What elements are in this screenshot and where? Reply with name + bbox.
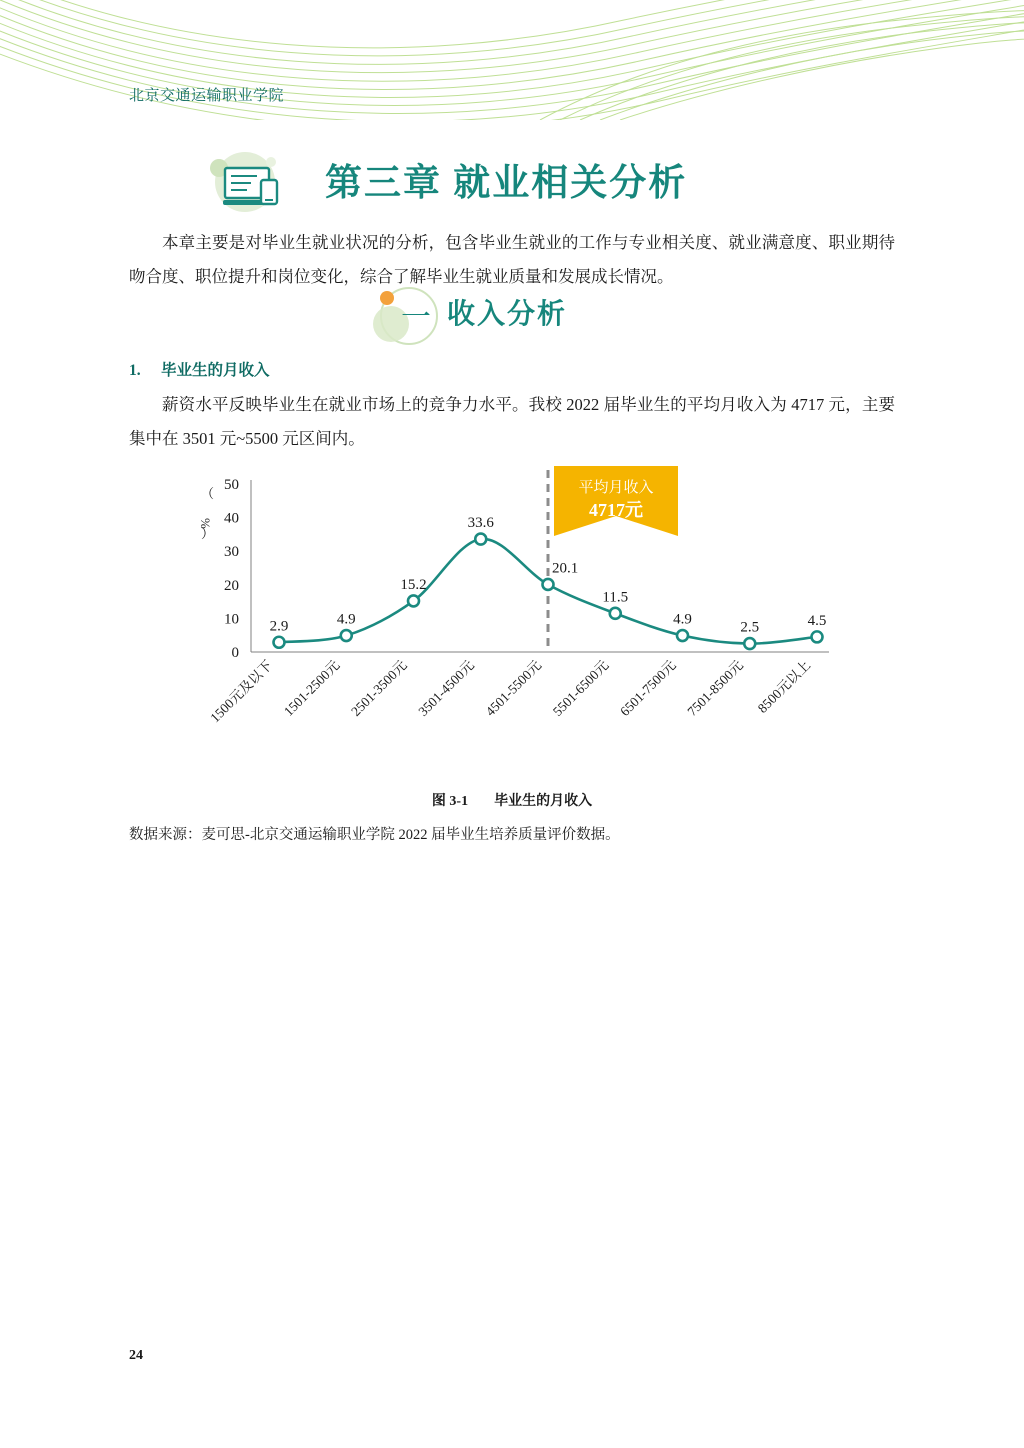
svg-text:15.2: 15.2 [400,576,427,593]
svg-text:平均月收入: 平均月收入 [578,480,654,496]
chapter-header [129,150,895,216]
svg-text:30: 30 [224,544,239,561]
svg-text:40: 40 [224,510,239,527]
svg-text:33.6: 33.6 [467,515,494,532]
section-number: 一 [401,301,431,334]
svg-text:0: 0 [231,645,239,661]
figure-number: 图 3-1 [431,794,469,809]
svg-text:7501-8500元: 7501-8500元 [684,657,746,720]
svg-text:（: （ [201,486,215,501]
chapter-title: 第三章 就业相关分析 [325,163,688,204]
svg-text:10: 10 [224,611,239,628]
svg-text:20.1: 20.1 [552,560,579,577]
monthly-income-chart [129,462,895,772]
institution-name: 北京交通运输职业学院 [129,88,285,104]
svg-text:5501-6500元: 5501-6500元 [549,657,612,720]
subsection-title: 毕业生的月收入 [161,362,270,379]
data-source-note: 数据来源：麦可思-北京交通运输职业学院 2022 届毕业生培养质量评价数据。 [129,827,620,843]
svg-text:）: ） [201,526,215,541]
svg-text:1500元及以下: 1500元及以下 [207,657,276,726]
svg-text:2.9: 2.9 [269,618,289,635]
svg-text:4717元: 4717元 [589,500,643,520]
svg-text:1501-2500元: 1501-2500元 [280,657,343,720]
svg-text:3501-4500元: 3501-4500元 [415,657,477,720]
svg-text:2.5: 2.5 [740,619,760,636]
svg-text:8500元以上: 8500元以上 [754,657,814,716]
page-number: 24 [129,1348,143,1363]
svg-text:4.9: 4.9 [673,611,692,628]
svg-text:11.5: 11.5 [602,589,629,606]
svg-text:50: 50 [224,477,239,493]
svg-text:4.9: 4.9 [336,611,356,628]
svg-text:%: % [198,518,213,529]
svg-text:4501-5500元: 4501-5500元 [482,657,545,720]
svg-text:2501-3500元: 2501-3500元 [348,657,410,720]
svg-text:6501-7500元: 6501-7500元 [617,657,679,720]
subsection-index: 1. [129,362,141,379]
subsection-paragraph: 薪资水平反映毕业生在就业市场上的竞争力水平。我校 2022 届毕业生的平均月收入为 4717 元，主要集中在 3501 元~5500 元区间内。 [129,395,895,448]
computer-monitor-icon [201,152,297,216]
svg-text:4.5: 4.5 [807,612,827,629]
figure-title: 毕业生的月收入 [494,794,593,809]
svg-text:20: 20 [224,577,239,594]
subsection-heading [129,358,895,380]
section-heading [129,286,895,346]
intro-paragraph: 本章主要是对毕业生就业状况的分析，包含毕业生就业的工作与专业相关度、就业满意度、职业期待吻合度、职位提升和岗位变化，综合了解毕业生就业质量和发展成长情况。 [129,233,895,286]
figure-caption [129,790,895,810]
section-title: 收入分析 [447,299,568,330]
